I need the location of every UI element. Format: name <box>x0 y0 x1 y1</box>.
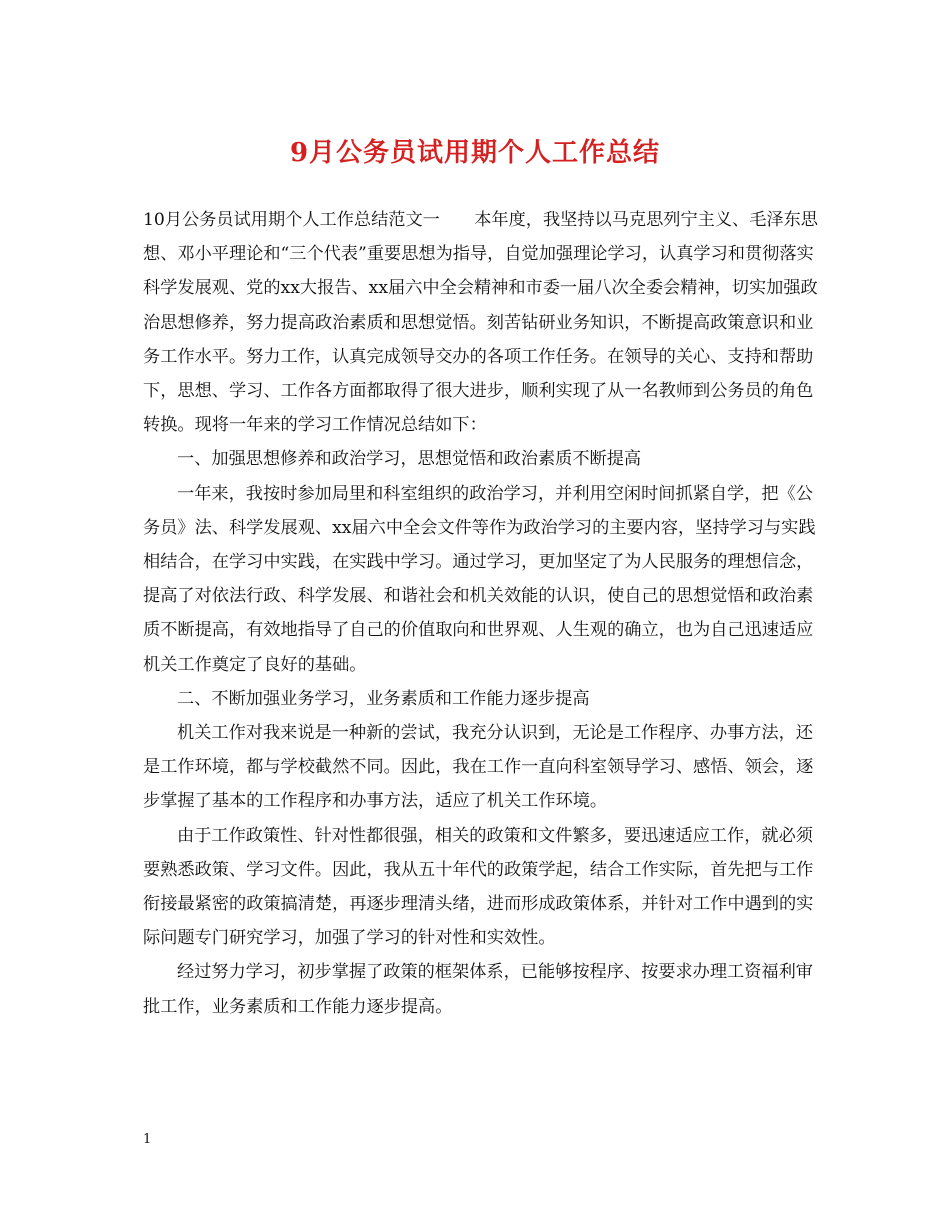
document-body <box>143 203 823 1024</box>
paragraph: 机关工作对我来说是一种新的尝试，我充分认识到，无论是工作程序、办事方法，还是工作环境，都与学校截然不同。因此，我在工作一直向科室领导学习、感悟、领会，逐步掌握了基本的工作程序和办事方法，适应了机关工作环境。 <box>143 723 814 812</box>
paragraph: 经过努力学习，初步掌握了政策的框架体系，已能够按程序、按要求办理工资福利审批工作，业务素质和工作能力逐步提高。 <box>143 962 813 1017</box>
section-heading-1: 一、加强思想修养和政治学习，思想觉悟和政治素质不断提高 <box>177 449 642 470</box>
page-number: 1 <box>143 1132 152 1147</box>
paragraph: 由于工作政策性、针对性都很强，相关的政策和文件繁多，要迅速适应工作，就必须要熟悉政策、学习文件。因此，我从五十年代的政策学起，结合工作实际，首先把与工作衔接最紧密的政策搞清楚，再逐步理清头绪，进而形成政策体系，并针对工作中遇到的实际问题专门研究学习，加强了学习的针对性和实效性。 <box>143 825 814 949</box>
paragraph: 一年来，我按时参加局里和科室组织的政治学习，并利用空闲时间抓紧自学，把《公务员》法、科学发展观、xx届六中全会文件等作为政治学习的主要内容，坚持学习与实践相结合，在学习中实践，在实践中学习。通过学习，更加坚定了为人民服务的理想信念，提高了对依法行政、科学发展、和谐社会和机关效能的认识，使自己的思想觉悟和政治素质不断提高，有效地指导了自己的价值取向和世界观、人生观的确立，也为自己迅速适应机关工作奠定了良好的基础。 <box>143 483 816 675</box>
document-title: 9月公务员试用期个人工作总结 <box>289 138 661 168</box>
paragraph-intro: 10月公务员试用期个人工作总结范文一 本年度，我坚持以马克思列宁主义、毛泽东思想、邓小平理论和“三个代表”重要思想为指导，自觉加强理论学习，认真学习和贯彻落实科学发展观、党的xx大报告、xx届六中全会精神和市委一届八次全委会精神，切实加强政治思想修养，努力提高政治素质和思想觉悟。刻苦钻研业务知识，不断提高政策意识和业务工作水平。努力工作，认真完成领导交办的各项工作任务。在领导的关心、支持和帮助下，思想、学习、工作各方面都取得了很大进步，顺利实现了从一名教师到公务员的角色转换。现将一年来的学习工作情况总结如下： <box>143 210 818 436</box>
section-heading-2: 二、不断加强业务学习，业务素质和工作能力逐步提高 <box>177 688 590 709</box>
